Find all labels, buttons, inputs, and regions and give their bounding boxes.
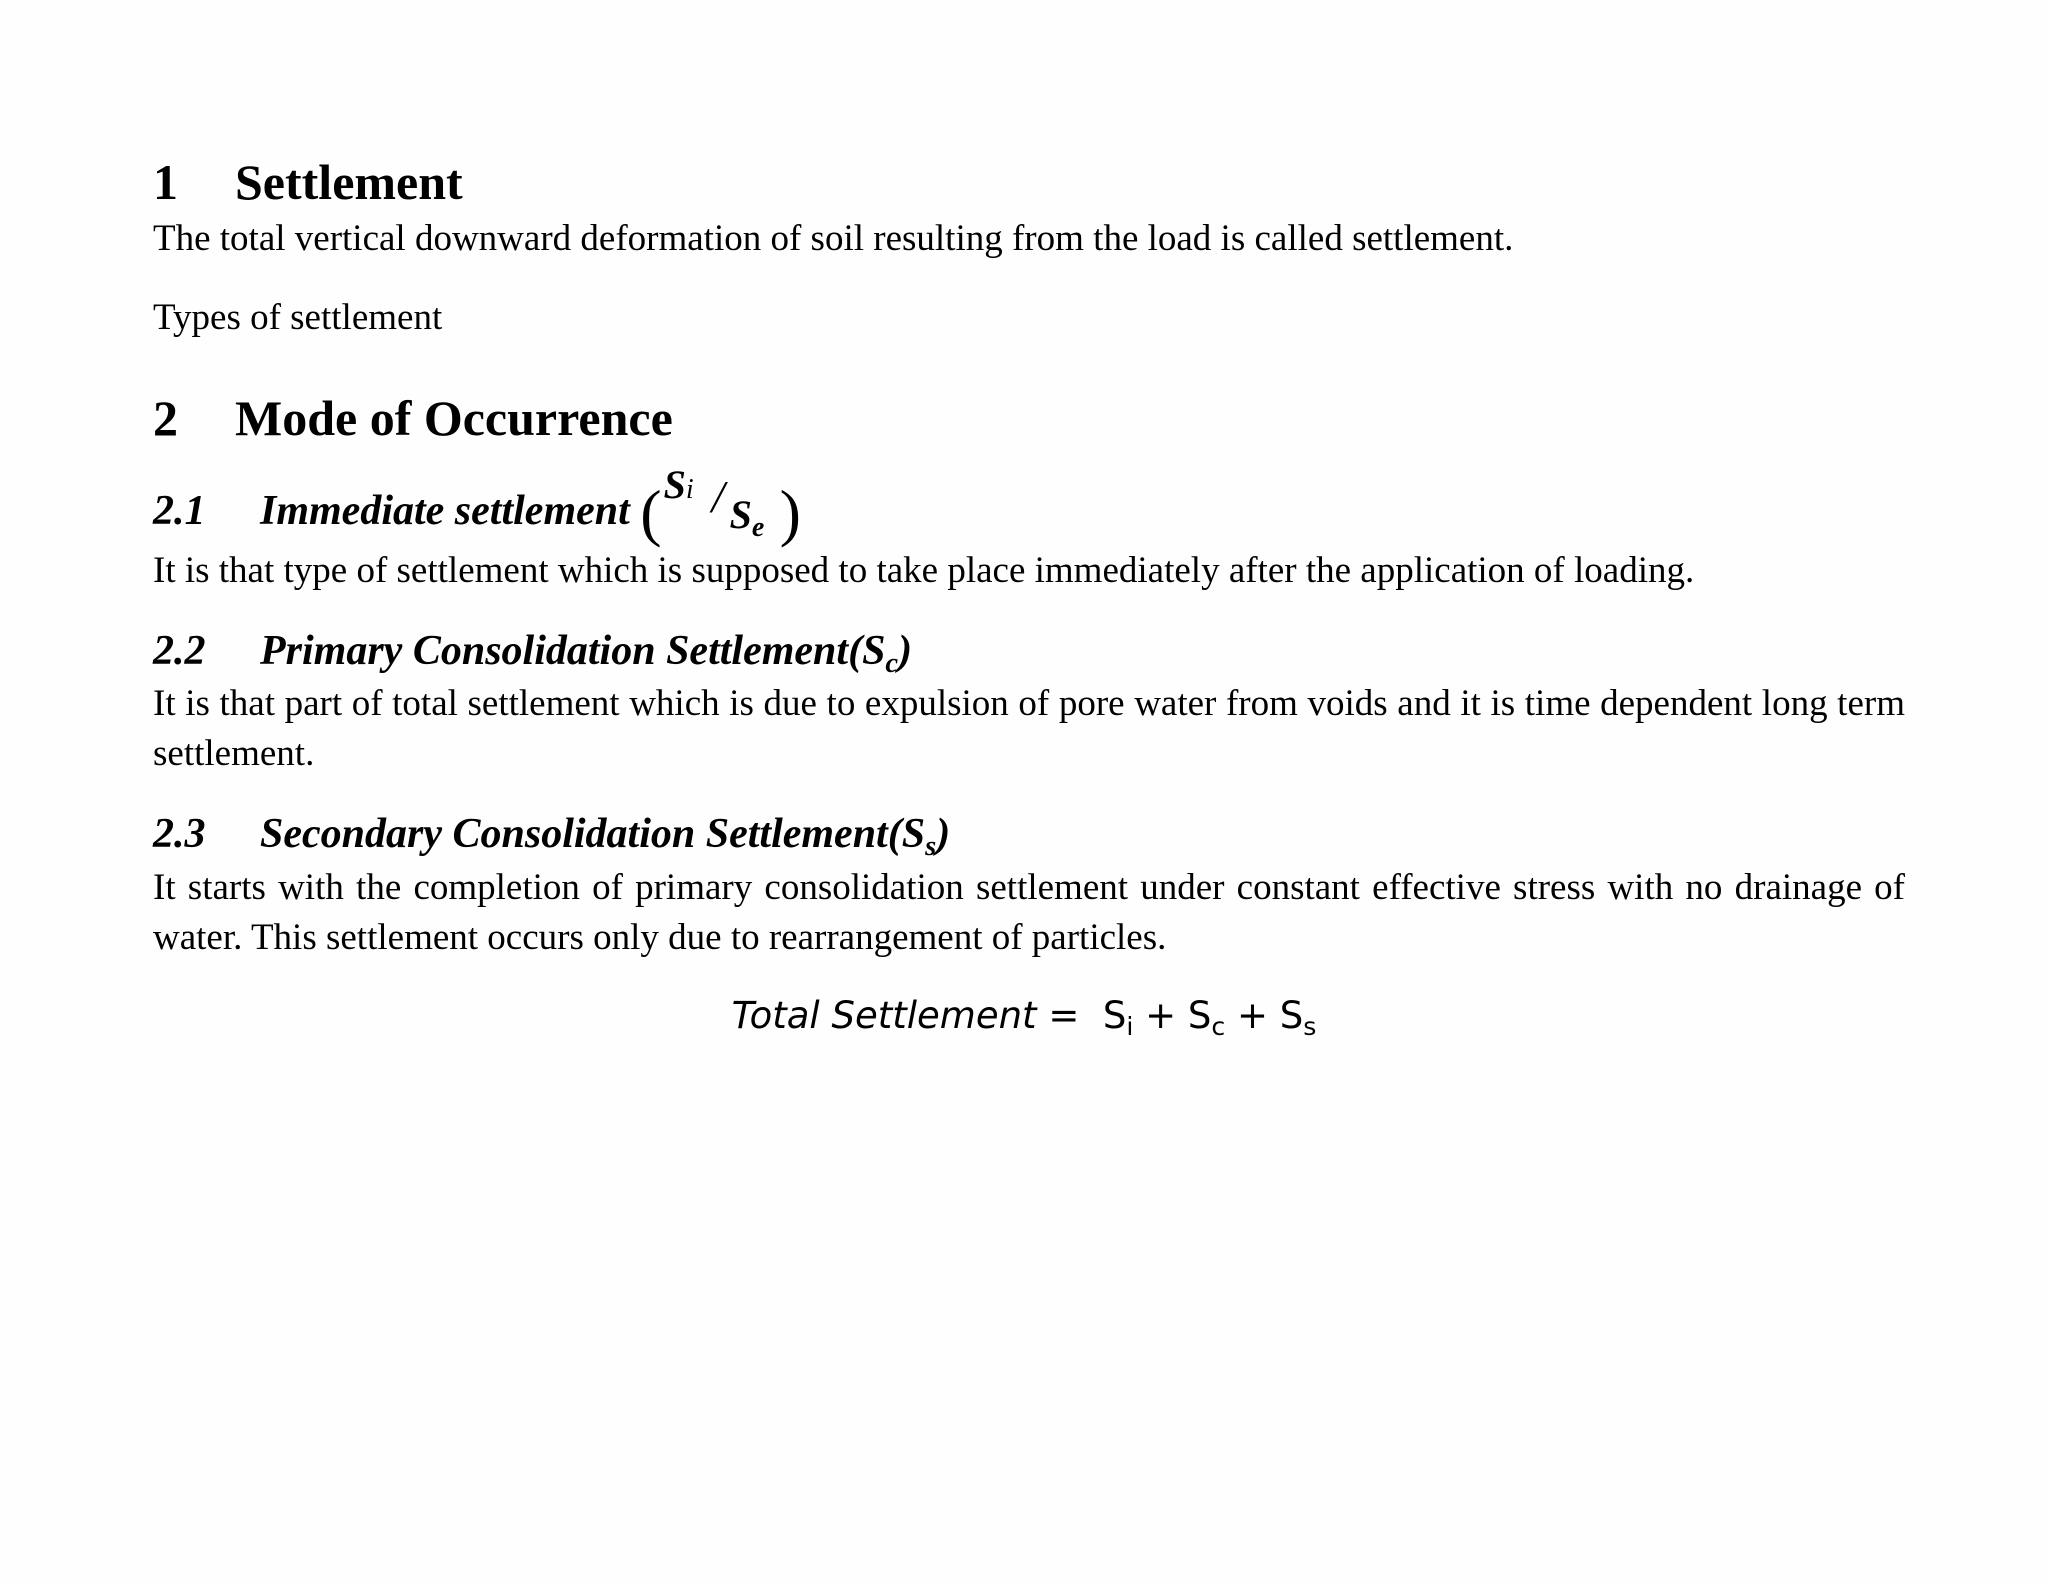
subsection-2-3-text: It starts with the completion of primary consolidation settlement under constant effective stress with no drainage of water. This settlement occurs only due to rearrangement of particles. [153,867,1905,958]
subsection-2-1-text: It is that type of settlement which is supposed to take place immediately after the application of loading. [153,550,1695,591]
ratio-slash: / [711,471,725,522]
settlement-definition: The total vertical downward deformation of soil resulting from the load is called settlement. [153,218,1514,259]
section-1-title: Settlement [235,154,463,210]
ratio-numerator-symbol: S [663,462,686,507]
subsection-2-2-title: Primary Consolidation Settlement [260,628,849,674]
subsection-2-2-heading [153,626,913,679]
ratio-numerator-subscript: i [685,474,694,505]
equation-lhs: Total Settlement [731,994,1037,1037]
subsection-2-1-number: 2.1 [153,488,206,534]
equation-term-si: $S_i$ [1102,994,1134,1042]
subsection-2-2-text: It is that part of total settlement which is due to expulsion of pore water from voids and it is time dependent long term settlement. [153,683,1905,774]
section-2-number: 2 [153,390,178,446]
total-settlement-equation [0,991,2048,1041]
section-2-heading [153,390,673,446]
section-1-number: 1 [153,154,178,210]
equation-equals: = [1048,994,1080,1037]
types-of-settlement-label: Types of settlement [153,297,443,338]
subsection-2-3-number: 2.3 [153,811,206,857]
equation-term-sc: $S_c$ [1187,994,1226,1042]
subsection-2-1-heading [153,462,801,548]
immediate-settlement-ratio-symbol: ( Si / $S_e$ ) [640,462,801,548]
equation-term-ss: $S_s$ [1279,994,1317,1042]
primary-settlement-symbol: $(S_c)$ [848,628,913,679]
secondary-settlement-symbol: $(S_s)$ [887,811,951,862]
equation-plus-1: + [1145,994,1177,1037]
ratio-denominator-subscript: e [751,511,765,543]
section-1-heading [153,154,463,210]
subsection-2-3-heading [153,809,951,862]
subsection-2-1-title: Immediate settlement [260,488,641,534]
subsection-2-3-title: Secondary Consolidation Settlement [260,811,888,857]
ratio-denominator-symbol: S [729,492,752,537]
subsection-2-2-number: 2.2 [153,628,206,674]
section-2-title: Mode of Occurrence [235,390,673,446]
equation-plus-2: + [1237,994,1269,1037]
